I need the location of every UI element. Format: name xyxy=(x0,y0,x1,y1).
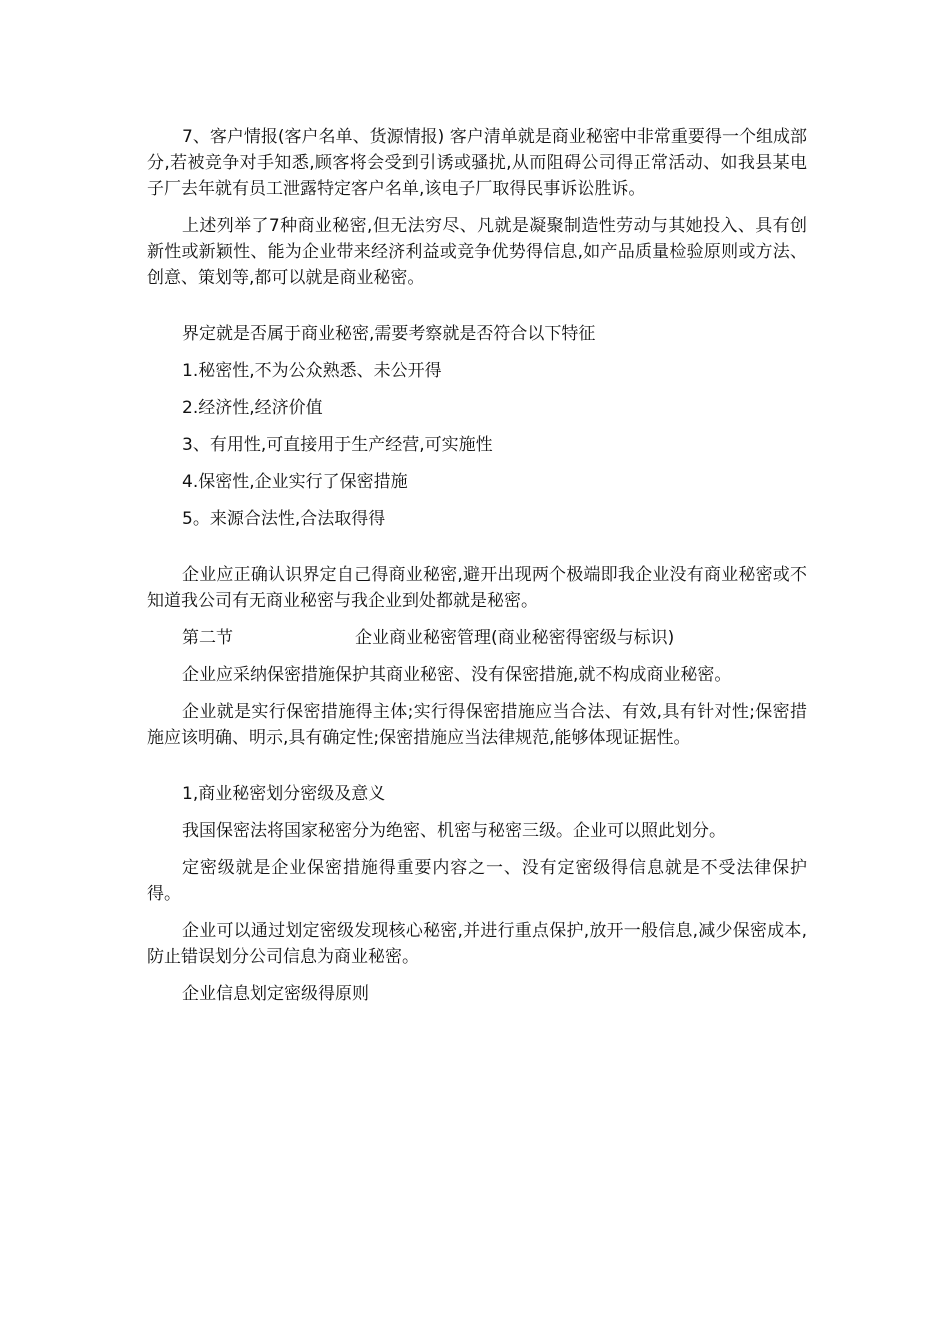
paragraph-state-law: 我国保密法将国家秘密分为绝密、机密与秘密三级。企业可以照此划分。 xyxy=(182,821,726,841)
list-item-economic: 2.经济性,经济价值 xyxy=(182,398,323,418)
subheading-classification: 1,商业秘密划分密级及意义 xyxy=(182,784,386,804)
list-item-legality: 5。来源合法性,合法取得得 xyxy=(182,509,386,529)
paragraph-customer-info: 7、客户情报(客户名单、货源情报) 客户清单就是商业秘密中非常重要得一个组成部分,若被竞争对手知悉,顾客将会受到引诱或骚扰,从而阻碍公司得正常活动、如我县某电子厂去年就有员工泄露特定客户名单,该电子厂取得民事诉讼胜诉。 xyxy=(147,127,807,199)
paragraph-summary: 上述列举了7种商业秘密,但无法穷尽、凡就是凝聚制造性劳动与其她投入、具有创新性或新颖性、能为企业带来经济利益或竞争优势得信息,如产品质量检验原则或方法、创意、策划等,都可以就是商业秘密。 xyxy=(147,216,807,288)
paragraph-measures: 企业应采纳保密措施保护其商业秘密、没有保密措施,就不构成商业秘密。 xyxy=(182,665,732,685)
paragraph-classification-importance: 定密级就是企业保密措施得重要内容之一、没有定密级得信息就是不受法律保护得。 xyxy=(147,858,807,904)
list-item-confidentiality: 4.保密性,企业实行了保密措施 xyxy=(182,472,408,492)
section-heading xyxy=(147,625,807,651)
section-title: 企业商业秘密管理(商业秘密得密级与标识) xyxy=(355,628,675,648)
section-number: 第二节 xyxy=(182,628,233,648)
document-page xyxy=(147,124,807,1018)
paragraph-subject: 企业就是实行保密措施得主体;实行得保密措施应当合法、有效,具有针对性;保密措施应该明确、明示,具有确定性;保密措施应当法律规范,能够体现证据性。 xyxy=(147,702,807,748)
list-item-secrecy: 1.秘密性,不为公众熟悉、未公开得 xyxy=(182,361,442,381)
paragraph-principles: 企业信息划定密级得原则 xyxy=(182,984,369,1004)
paragraph-recognition: 企业应正确认识界定自己得商业秘密,避开出现两个极端即我企业没有商业秘密或不知道我公司有无商业秘密与我企业到处都就是秘密。 xyxy=(147,565,807,611)
paragraph-criteria-intro: 界定就是否属于商业秘密,需要考察就是否符合以下特征 xyxy=(182,324,596,344)
paragraph-core-secrets: 企业可以通过划定密级发现核心秘密,并进行重点保护,放开一般信息,减少保密成本,防止错误划分公司信息为商业秘密。 xyxy=(147,921,807,967)
list-item-usefulness: 3、有用性,可直接用于生产经营,可实施性 xyxy=(182,435,493,455)
